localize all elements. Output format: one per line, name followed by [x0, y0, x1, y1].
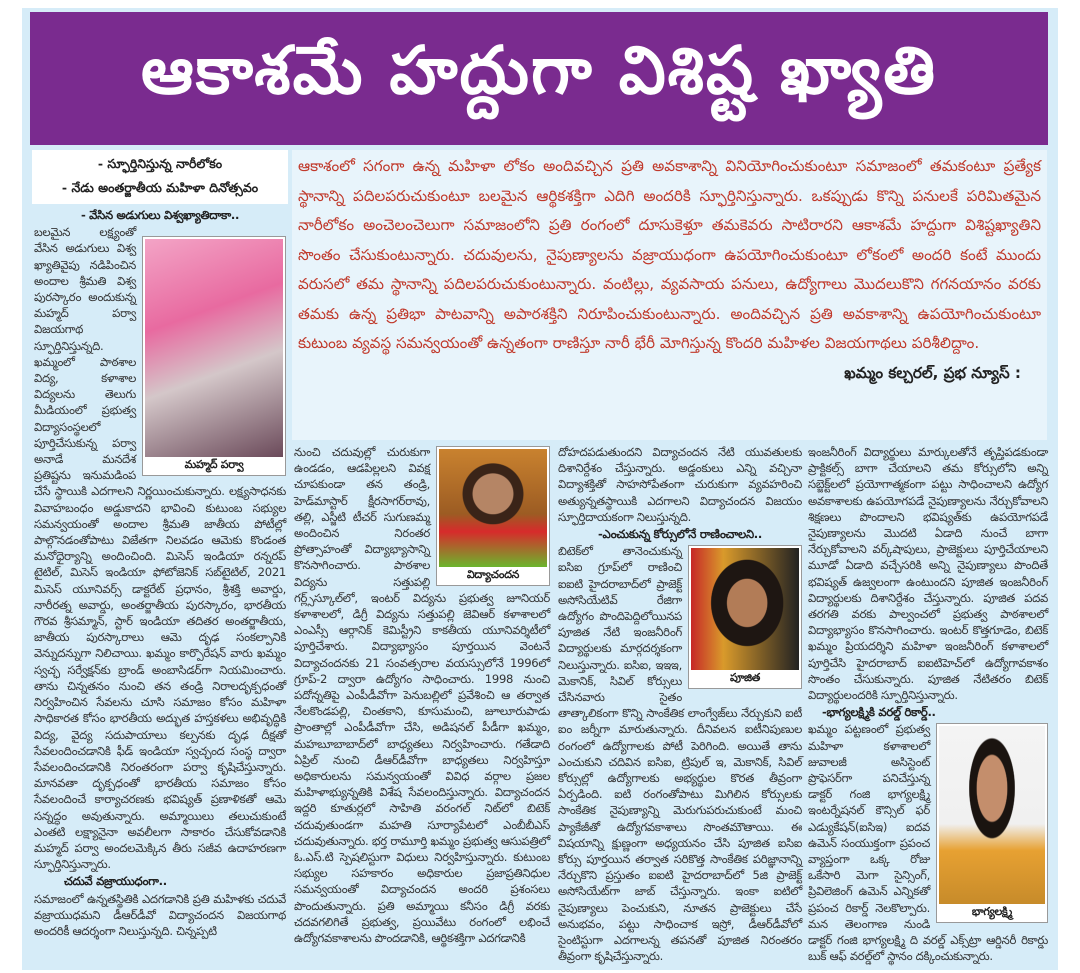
article-text: బిటెక్‌లో తానెంచుకున్న ఐసిఐ గ్రూప్‌లో రాణించి ఐఐటి హైదరాబాద్‌లో ప్రాజెక్ట్ అసోసియేటివ్ రేజిగా ఉద్యోగం పొందిపెద్దిలోయినప పూజిత నేటి ఇంజనీరింగ్ విద్యార్థులకు మార్గదర్శకంగా నిలుస్తున్నారు. ఐసిఐ, ఇఇఇ, మెకానిక్, సివిల్ కోర్సులు చేసినవారు సైతం తాత్కాలికంగా కొన్ని సాంకేతిక లాంగ్వేజ్‌లు నేర్చుకుని ఐటీ ఐం జర్నీగా మారుతున్నారు. దీనివలన ఐటీనిపుణుల రంగంలో ఉద్యోగాలకు పోటీ పెరిగింది. అయితే తాను ఎంచుకుని చదివిన ఐసిఐ, ట్రిపుల్ ఇ, మెకానిక్, సివిల్ కోర్సుల్లో ఉద్యోగాలకు అభ్యర్థుల కొరత తీవ్రంగా ఏర్పడింది. ఐటి రంగంతోపాటు మిగిలిన కోర్సులకు సాంకేతిక నైపుణ్యాన్ని మెరుగుపరుచుకుంటే మంచి ప్యాకేజీతో ఉద్యోగవకాశాలు సొంతమౌతాయి. ఈ విషయాన్ని క్షుణ్ణంగా అధ్యయనం చేసి పూజిత ఐసిఐ కోర్సు పూర్తయిన తర్వాత సరికొత్త సాంకేతిక పరిజ్ఞానాన్ని నేర్చుకొని ప్రస్తుతం ఐఐటి హైదరాబాద్‌లో 5జి ప్రాజెక్ట్ అసోసియేట్‌గా జాబ్ చేస్తున్నారు. ఇంకా ఐటిలో నైపుణ్యాలు పెంచుకుని, నూతన ప్రాజెక్టులు చేసే అనుభవం, పట్టు సాధించాక ఇస్రో, డీఆర్‌డీవోలో సైంటిస్టుగా ఎదగాలన్న తపనతో పూజిత నిరంతరం తీవ్రంగా కృషిచేస్తున్నారు. [558, 544, 802, 964]
intro-paragraph [292, 150, 1047, 440]
intro-text: ఆకాశంలో సగంగా ఉన్న మహిళా లోకం అందివచ్చిన ప్రతి అవకాశాన్ని వినియోగించుకుంటూ సమాజంలో తమకంటూ ప్రత్యేక స్థానాన్ని పదిలపరుచుకుంటూ బలమైన ఆర్థికశక్తిగా ఎదిగి అందరికి స్ఫూర్తినిస్తున్నారు. ఒకప్పుడు కొన్ని పనులకే పరిమితమైన నారీలోకం అంచెలంచెలుగా సమాజంలోని ప్రతి రంగంలో దూసుకెళ్తూ తమకెవరు సాటిరారని ఆకాశమే హద్దుగా విశిష్టఖ్యాతిని సొంతం చేసుకుంటున్నారు. చదువులను, నైపుణ్యాలను వజ్రాయుధంగా ఉపయోగించుకుంటూ లోకంలో అందరి కంటే ముందు వరుసలో తమ స్థానాన్ని పదిలపరుచుకుంటున్నారు. వంటిల్లు, వ్యవసాయ పనులు, ఉద్యోగాలు మొదలుకొని గగనయానం వరకు తమకు ఉన్న ప్రతిభా పాటవాన్ని అపారశక్తిని నిరూపించుకుంటున్నారు. అందివచ్చిన ప్రతి అవకాశాన్ని ఉపయోగించుకుంటూ కుటుంబ వ్యవస్థ సమన్వయంతో ఉన్నతంగా రాణిస్తూ నారీ భేరీ మోగిస్తున్న కొందరి మహిళల విజయగాథలు పరిశీలిద్దాం. [298, 157, 1041, 352]
article-text: ఇంజనీరింగ్ విద్యార్థులు మార్కులతోనే తృప్తిపడకుండా ప్రాక్టికల్స్ బాగా చేయాలని తమ కోర్సులోని అన్ని సబ్జెక్ట్‌లలో ప్రయోగాత్మకంగా పట్టు సాధించాలని ఉద్యోగ అవకాశాలకు ఉపయోగపడే నైపుణ్యాలను నేర్చుకోవాలని శిక్షణలు పొందాలని భవిష్యత్‌కు ఉపయోగపడే నైపుణ్యాలను మొదటి ఏడాది నుంచే బాగా నేర్చుకోవాలని వర్క్‌షాపులు, ప్రాజెక్టులు పూర్తిచేయాలని మూడో ఏడాది వచ్చేసరికి అన్ని నైపుణ్యాలు పొందితే భవిష్యత్ ఉజ్వలంగా ఉంటుందని పూజిత ఇంజనీరింగ్ విద్యార్థులకు దిశానిర్దేశం చేస్తున్నారు. పూజిత పదవ తరగతి వరకు పాల్వంచలో ప్రభుత్వ పాఠశాలలో విద్యాభ్యాసం కొనసాగించారు. ఇంటర్ కొత్తగూడెం, బిటెక్ ఖమ్మం ప్రియదర్శిని మహిళా ఇంజనీరింగ్ కళాశాలలో పూర్తిచేసి హైదరాబాద్ ఐఐటిహెచ్‌లో ఉద్యోగావకాశం సొంతం చేసుకున్నారు. పూజిత నేటితరం బిటెక్ విద్యార్థులందరికి స్ఫూర్తినిస్తున్నారు. [808, 445, 1048, 703]
column-poojitha [558, 444, 802, 965]
photo-image [145, 239, 283, 457]
photo-vidyachandana [436, 446, 550, 586]
subhead: -ఎంచుకున్న కోర్సులోనే రాణించాలని.. [598, 527, 762, 542]
byline: ఖమ్మం కల్చరల్, ప్రభ న్యూస్ : [844, 363, 1021, 382]
subhead: - వేసిన అడుగులు విశ్వఖ్యాతిదాకా.. [80, 208, 240, 222]
bullet: - నేడు అంతర్జాతీయ మహిళా దినోత్సవం [61, 180, 259, 195]
photo-image [439, 449, 547, 567]
headline-banner [30, 12, 1048, 145]
photo-image [939, 726, 1045, 904]
summary-bullets [32, 150, 288, 204]
bullet: - స్ఫూర్తినిస్తున్న నారీలోకం [97, 156, 223, 171]
photo-caption: విద్యాచందన [466, 568, 520, 581]
article-text: బలమైన లక్ష్యంతో వేసిన అడుగులు విశ్వ ఖ్యాతివైపు నడిపించిన అందాల శ్రీమతి విశ్వ పురస్కారం అందుకున్న మహ్మద్ పర్వా విజయగాథ స్ఫూర్తినిస్తున్నది. ఖమ్మంలో పాఠశాల విద్య, కళాశాల విద్యలను తెలుగు మీడియంలో ప్రభుత్వ విద్యాసంస్థలలో పూర్తిచేసుకున్న పర్వా అనాడే మనదేశ ప్రతిష్టను ఇనుమడింప చేసే స్థాయికి ఎదగాలని నిర్ణయించుకున్నారు. లక్ష్యసాధనకు వివాహబంధం అడ్డుకాదని భావించి కుటుంబ సభ్యుల సమన్వయంతో అందాల శ్రీమతి జాతీయ పోటీల్లో పాల్గొనడంతోపాటు విజేతగా నిలవడం ఆమెకు కొండంత మనోధైర్యాన్ని అందించింది. మిసెస్ ఇండియా రన్నరప్ టైటిల్, మిసెస్ ఇండియా ఫోటోజెనిక్ సబ్‌టైటిల్, 2021 మిసెస్ యూనివర్స్ డాక్టరేట్ ప్రధానం, శ్రీశక్తి అవార్డు, నారీరత్న అవార్డు, అంతర్జాతీయ పురస్కారం, భారతీయ గౌరవ శ్రీసమ్మాన్, స్టార్ ఇండియా తదితర అంతర్జాతీయ, జాతీయ పురస్కారాలు ఆమె దృఢ సంకల్పానికి వెన్నుదన్నుగా నిలిచాయి. ఖమ్మం కార్పొరేషన్ వారు ఖమ్మం స్వచ్ఛ సర్వేక్షన్‌కు బ్రాండ్ అంబాసిడర్‌గా నియమించారు. తాను చిన్నతనం నుంచి తన తండ్రి నిరాలదృక్పధంతో నిర్వహించిన సేవలను చూసి సమాజం కోసం మహిళా సాధికారత కోసం భారతీయ అద్భుత హస్తకళలు అభివృద్ధికి విద్య, వైద్య సదుపాయాలు కల్పనకు దృఢ దీక్షతో సేవలందించడానికి ఫీడ్ ఇండియా స్వచ్ఛంద సంస్థ ద్వారా సేవలందించడానికి నిరంతరంగా పర్వా కృషిచేస్తున్నారు. మానవతా దృక్పధంతో భారతీయ సమాజం కోసం సేవలందించే కార్యాచరణకు భవిష్యత్ ప్రణాళికతో ఆమె సన్నద్ధం అవుతున్నారు. అమ్మాయిలు తలుచుకుంటే ఎంతటి లక్ష్యానైనా అవలీలగా సాకారం చేసుకోవడానికి మహ్మద్ పర్వా అందలమెక్కిన తీరు సజీవ ఉదాహరణగా స్ఫూర్తినిస్తున్నారు. [34, 225, 286, 872]
column-vidyachandana [294, 444, 550, 946]
column-parva [34, 206, 286, 939]
photo-caption: మహ్మద్ పర్వా [184, 458, 244, 472]
column-bhagyalakshmi [808, 444, 1048, 965]
article-text: ఖమ్మం పట్టణంలో ప్రభుత్వ మహిళా కళాశాలలో జువాలజీ అసిస్టెంట్ ప్రొఫెసర్‌గా పనిచేస్తున్న డాక్టర్ గంజి భాగ్యలక్ష్మి ఇంటర్నేషనల్ కౌన్సిల్ ఫర్ ఎడ్యుకేషన్(ఐసిఇ) ఐదవ ఉమెన్ సంయుక్తంగా ప్రపంచ వ్యాప్తంగా ఒక్క రోజు ఒకేసారి మెగా సైన్సింగ్, ప్రివిలెజింగ్ ఉమెన్ ఎన్నికతో ప్రపంచ రికార్డ్ నెలకొల్పారు. మన తెలంగాణ నుండి డాక్టర్ గంజి భాగ్యలక్ష్మి ది వరల్డ్ ఎక్స్‌ట్రా ఆర్డినరీ రికార్డు బుక్ ఆఫ్ వరల్డ్‌లో స్థానం దక్కించుకున్నారు. [808, 722, 1048, 964]
headline: ఆకాశమే హద్దుగా విశిష్ట ఖ్యాతి [141, 32, 937, 109]
photo-bhagyalakshmi [936, 723, 1048, 923]
photo-caption: భాగ్యలక్ష్మి [971, 905, 1013, 919]
article-text: దోహదపడుతుందని విద్యాచందన నేటి యువతులకు దిశానిర్దేశం చేస్తున్నారు. అడ్డంకులు ఎన్ని వచ్చినా విద్యాశక్తితో సాహసోపేతంగా చురుకుగా వ్యవహరించి అత్యున్నతస్థాయికి ఎదగాలని విద్యాచందన విజయం స్ఫూర్తిదాయకంగా నిలుస్తున్నది. [558, 445, 802, 524]
photo-caption: పూజిత [729, 671, 761, 685]
article-text: నుంచి చదువుల్లో చురుకుగా ఉండడం, ఆడపిల్లలని వివక్ష చూపకుండా తన తండ్రి, హెడ్‌మాస్టార్ క్షీరసాగర్‌రావు, తల్లి, ఎస్జీటి టీచర్ సుగుణమ్మ అందించిన నిరంతర ప్రోత్సాహంతో విద్యాభ్యాసాన్ని కొనసాగించారు. పాఠశాల విద్యను సత్తుపల్లి గర్ల్స్‌స్కూల్‌లో, ఇంటర్ విద్యను ప్రభుత్వ జూనియర్ కళాశాలలో, డిగ్రీ విద్యను సత్తుపల్లి జెవిఆర్ కళాశాలలో ఎంఎస్సీ ఆర్గానిక్ కెమిస్ట్రీని కాకతీయ యూనివర్శిటీలో పూర్తిచేశారు. విద్యాభ్యాసం పూర్తయిన వెంటనే విద్యాచందనకు 21 సంవత్సరాల వయస్సులోనే 1996లో గ్రూప్-2 ద్వారా ఉద్యోగం సాధించారు. 1998 నుంచి పదోన్నతిపై ఎంపీడీవోగా పెనుబల్లిలో ప్రవేశించి ఆ తర్వాత నేలకొండపల్లి, చింతకాని, కూసుమంచి, జూలూరుపాడు ప్రాంతాల్లో ఎంపీడీవోగా చేసి, అడిషనల్ పీడీగా ఖమ్మం, మహబూబాబాద్‌లో బాధ్యతలు నిర్వహించారు. గతేడాది ఏప్రిల్ నుంచి డీఆర్‌డీవోగా బాధ్యతలు నిర్వహిస్తూ అధికారులను సమన్వయంతో వివిధ వర్గాల ప్రజల మహిళాభ్యున్నతికి విశేష సేవలందిస్తున్నారు. విద్యాచందన ఇద్దరి కూతుర్లలో సాహితి వరంగల్ నిట్‌లో బిటెక్ చదువుతుండగా మహతి సూర్యాపేటలో ఎంబీబీఎస్ చదువుతున్నారు. భర్త రామూర్తి ఖమ్మం ప్రభుత్వ ఆసుపత్రిలో ఓ.ఎస్.టి స్పెషలిస్టుగా విధులు నిర్వహిస్తున్నారు. కుటుంబ సభ్యుల సహకారం అధికారుల ప్రజాప్రతినిధుల సమన్వయంతో విద్యాచందన అందరి ప్రశంసలు పొందుతున్నారు. ప్రతి అమ్మాయి కనీసం డిగ్రీ వరకు చదవగలిగితే ప్రభుత్వ, ప్రయివేటు రంగంలో లభించే ఉద్యోగవకాశాలను పొందడానికి, ఆర్థికశక్తిగా ఎదగడానికి [294, 445, 550, 946]
photo-image [691, 548, 799, 670]
article-text: సమాజంలో ఉన్నతస్థితికి ఎదగడానికి ప్రతి మహిళకు చదువే వజ్రాయుధమని డీఆర్‌డీవో విద్యాచందన విజయగాథ అందరికీ ఆదర్శంగా నిలుస్తున్నది. చిన్నప్పటి [34, 891, 286, 938]
photo-parva [142, 236, 286, 476]
photo-poojitha [688, 545, 802, 689]
subhead: చదువే వజ్రాయుధంగా.. [64, 874, 167, 889]
subhead: -భాగ్యలక్ష్మికి వరల్డ్ రికార్డ్.. [822, 705, 936, 720]
